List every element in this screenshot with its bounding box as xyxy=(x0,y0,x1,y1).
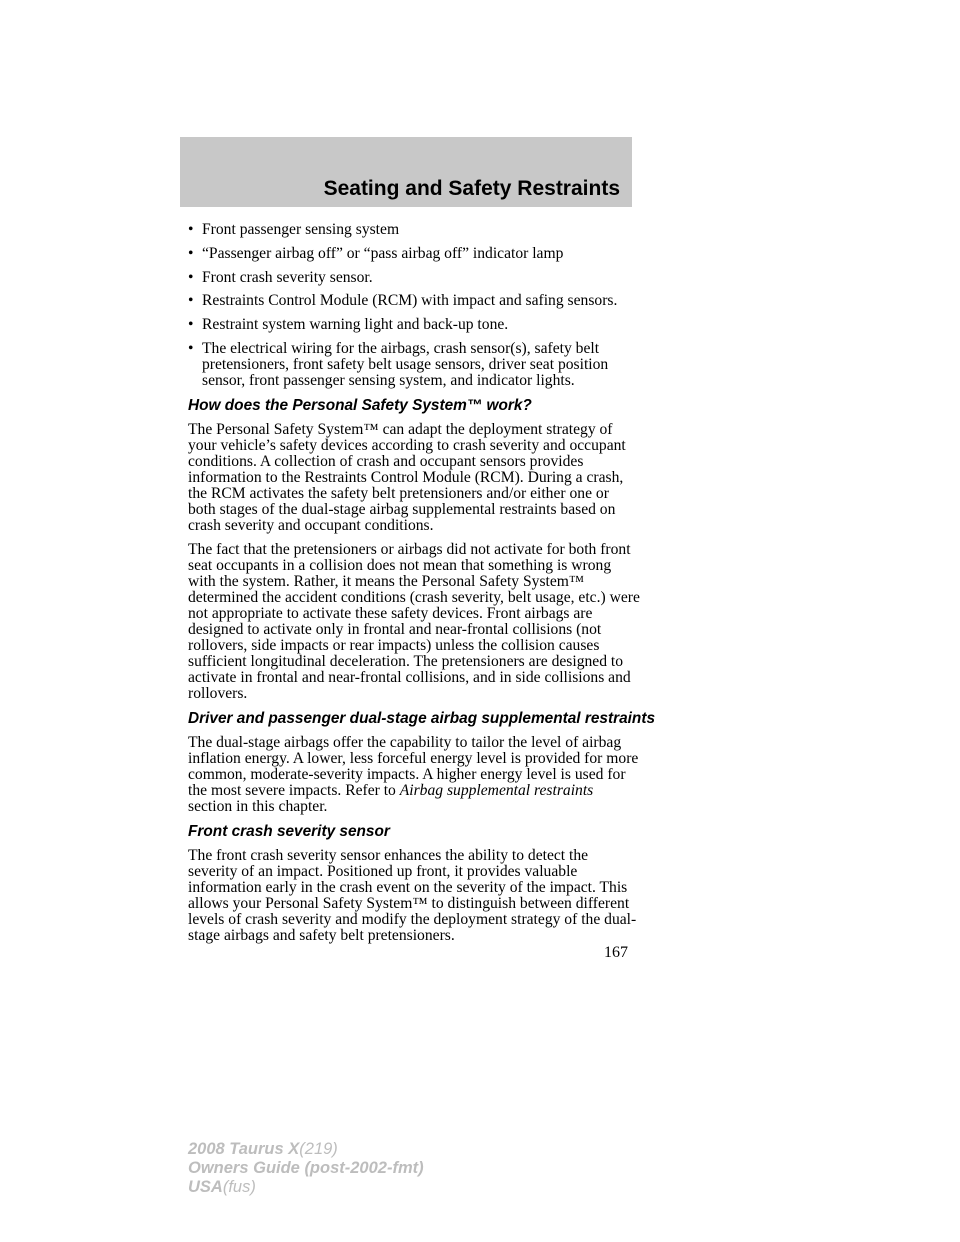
list-item: • Restraint system warning light and back-up tone. xyxy=(188,316,509,334)
paragraph: The dual-stage airbags offer the capability to tailor the level of airbag inflation energy. A lower, less forceful energy level is provided for more common, moderate-severity impacts. A higher energy level is used for the most severe impacts. Refer to Airbag supplemental restraints section in this chapter. xyxy=(188,733,639,815)
page-number: 167 xyxy=(604,944,628,961)
footer-line: USA(fus) xyxy=(188,1178,256,1196)
document-footer xyxy=(188,1140,424,1197)
heading-dual-stage-airbags: Driver and passenger dual-stage airbag supplemental restraints xyxy=(188,709,656,727)
cross-reference: Airbag supplemental restraints xyxy=(399,781,594,799)
list-item: • Front crash severity sensor. xyxy=(188,268,373,286)
bullet-icon: • xyxy=(188,292,194,310)
bullet-icon: • xyxy=(188,339,194,357)
bullet-icon: • xyxy=(188,221,194,238)
bullet-icon: • xyxy=(188,244,194,262)
footer-line: Owners Guide (post-2002-fmt) xyxy=(188,1159,424,1177)
list-item: • Restraints Control Module (RCM) with impact and safing sensors. xyxy=(188,292,618,310)
paragraph: The front crash severity sensor enhances the ability to detect the severity of an impact. Positioned up front, it provides valuable information early in the crash event on the severity of the impact. This allows your Personal Safety System™ to distinguish between different levels of crash severity and modify the deployment strategy of the dual-stage airbags and safety belt pretensioners. xyxy=(188,846,637,944)
section-header-band xyxy=(180,137,632,207)
bullet-icon: • xyxy=(188,268,194,286)
paragraph: The Personal Safety System™ can adapt the deployment strategy of your vehicle’s safety devices according to crash severity and occupant conditions. A collection of crash and occupant sensors provides information to the Restraints Control Module (RCM). During a crash, the RCM activates the safety belt pretensioners and/or either one or both stages of the dual-stage airbag supplemental restraints based on crash severity and occupant conditions. xyxy=(188,420,626,534)
list-item: • The electrical wiring for the airbags, crash sensor(s), safety belt pretensioners, front safety belt usage sensors, driver seat position sensor, front passenger sensing system, and indicator lights. xyxy=(188,339,609,389)
heading-front-crash-sensor: Front crash severity sensor xyxy=(188,822,390,840)
heading-how-pss-works: How does the Personal Safety System™ work? xyxy=(188,396,532,414)
footer-line: 2008 Taurus X(219) xyxy=(188,1140,338,1158)
list-item: • “Passenger airbag off” or “pass airbag off” indicator lamp xyxy=(188,244,564,262)
bullet-icon: • xyxy=(188,316,194,334)
paragraph: The fact that the pretensioners or airbags did not activate for both front seat occupants in a collision does not mean that something is wrong with the system. Rather, it means the Personal Safety System™ determined the accident conditions (crash severity, belt usage, etc.) were not appropriate to activate these safety devices. Front airbags are designed to activate only in frontal and near-frontal collisions (not rollovers, side impacts or rear impacts) unless the collision causes sufficient longitudinal deceleration. The pretensioners are designed to activate in frontal and near-frontal collisions, and in side collisions and rollovers. xyxy=(188,540,640,702)
component-list xyxy=(188,222,640,389)
page-content xyxy=(188,221,656,952)
list-item: • Front passenger sensing system xyxy=(188,221,400,238)
section-title: Seating and Safety Restraints xyxy=(323,177,620,200)
